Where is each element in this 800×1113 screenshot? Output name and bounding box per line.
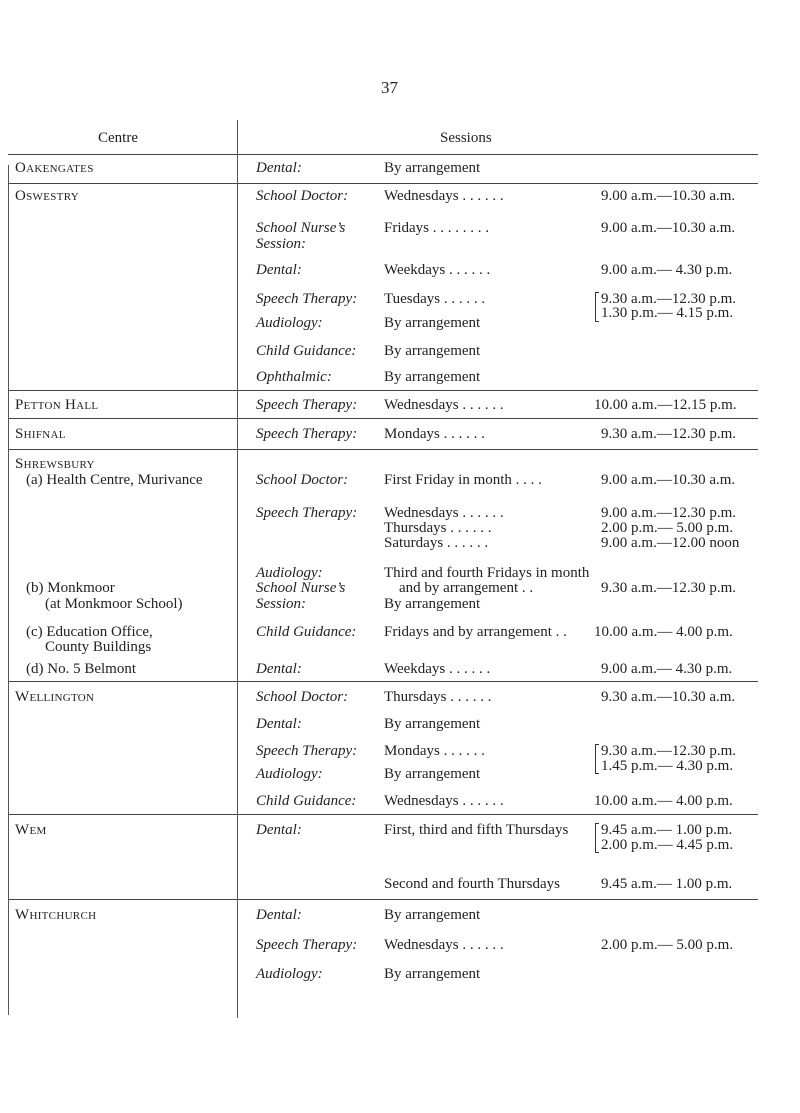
- session-day: Tuesdays . . . . . .: [384, 291, 486, 307]
- service-label: Ophthalmic:: [256, 369, 332, 385]
- sub-location: (d) No. 5 Belmont: [26, 661, 136, 677]
- session-time: 9.00 a.m.—12.30 p.m.: [601, 505, 736, 521]
- brace-icon: [595, 744, 599, 774]
- sub-location-cont: (at Monkmoor School): [45, 596, 183, 612]
- service-label: Audiology:: [256, 966, 323, 982]
- service-label: Speech Therapy:: [256, 397, 358, 413]
- session-day: Fridays and by arrangement . .: [384, 624, 567, 640]
- service-label: Speech Therapy:: [256, 743, 358, 759]
- brace-icon: [595, 823, 599, 853]
- session-time: 10.00 a.m.—12.15 p.m.: [594, 397, 737, 413]
- session-day: Wednesdays . . . . . .: [384, 397, 504, 413]
- sub-location: (c) Education Office,: [26, 624, 153, 640]
- centre-whitchurch: Whitchurch: [15, 907, 97, 923]
- session-day: By arrangement: [384, 716, 481, 732]
- service-label: School Nurse’s: [256, 580, 346, 596]
- session-day: Weekdays . . . . . .: [384, 262, 491, 278]
- session-day: Wednesdays . . . . . .: [384, 793, 504, 809]
- session-day: By arrangement: [384, 343, 481, 359]
- centre-shrewsbury: Shrewsbury: [15, 456, 95, 472]
- sub-location: (b) Monkmoor: [26, 580, 115, 596]
- session-time: 9.30 a.m.—12.30 p.m.: [601, 426, 736, 442]
- row-divider: [8, 814, 758, 815]
- service-label: School Doctor:: [256, 188, 349, 204]
- session-time: 2.00 p.m.— 5.00 p.m.: [601, 520, 734, 536]
- service-label: Speech Therapy:: [256, 426, 358, 442]
- session-day: Third and fourth Fridays in month: [384, 565, 590, 581]
- session-day: Thursdays . . . . . .: [384, 689, 492, 705]
- row-divider: [8, 418, 758, 419]
- sub-location-cont: County Buildings: [45, 639, 152, 655]
- session-time: 9.00 a.m.—10.30 a.m.: [601, 188, 736, 204]
- session-day: Wednesdays . . . . . .: [384, 505, 504, 521]
- session-day: First, third and fifth Thursdays: [384, 822, 569, 838]
- service-label: School Doctor:: [256, 472, 349, 488]
- session-day: First Friday in month . . . .: [384, 472, 542, 488]
- session-time: 9.30 a.m.—12.30 p.m.: [601, 580, 736, 596]
- session-time: 2.00 p.m.— 5.00 p.m.: [601, 937, 734, 953]
- service-label: Audiology:: [256, 766, 323, 782]
- session-day: Mondays . . . . . .: [384, 743, 485, 759]
- brace-icon: [595, 292, 599, 322]
- row-divider: [8, 390, 758, 391]
- session-day: Second and fourth Thursdays: [384, 876, 560, 892]
- column-divider: [237, 120, 238, 1018]
- service-label: School Doctor:: [256, 689, 349, 705]
- session-time: 9.00 a.m.— 4.30 p.m.: [601, 262, 733, 278]
- service-label: Dental:: [256, 716, 302, 732]
- session-time: 9.00 a.m.—10.30 a.m.: [601, 472, 736, 488]
- session-time: 9.45 a.m.— 1.00 p.m.: [601, 822, 733, 838]
- session-day: By arrangement: [384, 160, 481, 176]
- service-label: Speech Therapy:: [256, 505, 358, 521]
- row-divider: [8, 681, 758, 682]
- row-divider: [8, 449, 758, 450]
- centre-petton-hall: Petton Hall: [15, 397, 99, 413]
- service-label: Dental:: [256, 160, 302, 176]
- session-time: 2.00 p.m.— 4.45 p.m.: [601, 837, 734, 853]
- header-rule: [8, 154, 758, 155]
- session-time: 9.30 a.m.—12.30 p.m.: [601, 291, 736, 307]
- session-time: 9.30 a.m.—12.30 p.m.: [601, 743, 736, 759]
- service-label: Speech Therapy:: [256, 937, 358, 953]
- centre-wem: Wem: [15, 822, 47, 838]
- service-label-cont: Session:: [256, 236, 306, 252]
- session-day: Weekdays . . . . . .: [384, 661, 491, 677]
- centre-wellington: Wellington: [15, 689, 95, 705]
- service-label: Dental:: [256, 262, 302, 278]
- session-day: By arrangement: [384, 966, 481, 982]
- session-day: By arrangement: [384, 596, 481, 612]
- session-day: Thursdays . . . . . .: [384, 520, 492, 536]
- session-day: Wednesdays . . . . . .: [384, 937, 504, 953]
- session-day: Wednesdays . . . . . .: [384, 188, 504, 204]
- header-centre: Centre: [98, 130, 138, 146]
- sub-location: (a) Health Centre, Murivance: [26, 472, 203, 488]
- session-day: Fridays . . . . . . . .: [384, 220, 489, 236]
- session-time: 9.45 a.m.— 1.00 p.m.: [601, 876, 733, 892]
- session-day: By arrangement: [384, 369, 481, 385]
- service-label: Child Guidance:: [256, 343, 357, 359]
- session-time: 1.45 p.m.— 4.30 p.m.: [601, 758, 734, 774]
- session-day: By arrangement: [384, 315, 481, 331]
- session-day: By arrangement: [384, 907, 481, 923]
- session-time: 10.00 a.m.— 4.00 p.m.: [594, 624, 733, 640]
- session-day: By arrangement: [384, 766, 481, 782]
- page-number: 37: [381, 78, 398, 97]
- session-day: Saturdays . . . . . .: [384, 535, 489, 551]
- service-label: Child Guidance:: [256, 624, 357, 640]
- service-label-cont: Session:: [256, 596, 306, 612]
- service-label: Audiology:: [256, 315, 323, 331]
- left-border: [8, 165, 9, 1015]
- service-label: Audiology:: [256, 565, 323, 581]
- service-label: School Nurse’s: [256, 220, 346, 236]
- session-time: 9.00 a.m.—12.00 noon: [601, 535, 740, 551]
- session-day: Mondays . . . . . .: [384, 426, 485, 442]
- session-time: 1.30 p.m.— 4.15 p.m.: [601, 305, 734, 321]
- service-label: Dental:: [256, 907, 302, 923]
- session-time: 9.30 a.m.—10.30 a.m.: [601, 689, 736, 705]
- header-sessions: Sessions: [440, 130, 492, 146]
- session-time: 10.00 a.m.— 4.00 p.m.: [594, 793, 733, 809]
- session-time: 9.00 a.m.— 4.30 p.m.: [601, 661, 733, 677]
- session-time: 9.00 a.m.—10.30 a.m.: [601, 220, 736, 236]
- service-label: Speech Therapy:: [256, 291, 358, 307]
- centre-shifnal: Shifnal: [15, 426, 66, 442]
- service-label: Child Guidance:: [256, 793, 357, 809]
- centre-oakengates: Oakengates: [15, 160, 94, 176]
- service-label: Dental:: [256, 661, 302, 677]
- centre-oswestry: Oswestry: [15, 188, 79, 204]
- service-label: Dental:: [256, 822, 302, 838]
- row-divider: [8, 183, 758, 184]
- row-divider: [8, 899, 758, 900]
- session-day-cont: and by arrangement . .: [399, 580, 534, 596]
